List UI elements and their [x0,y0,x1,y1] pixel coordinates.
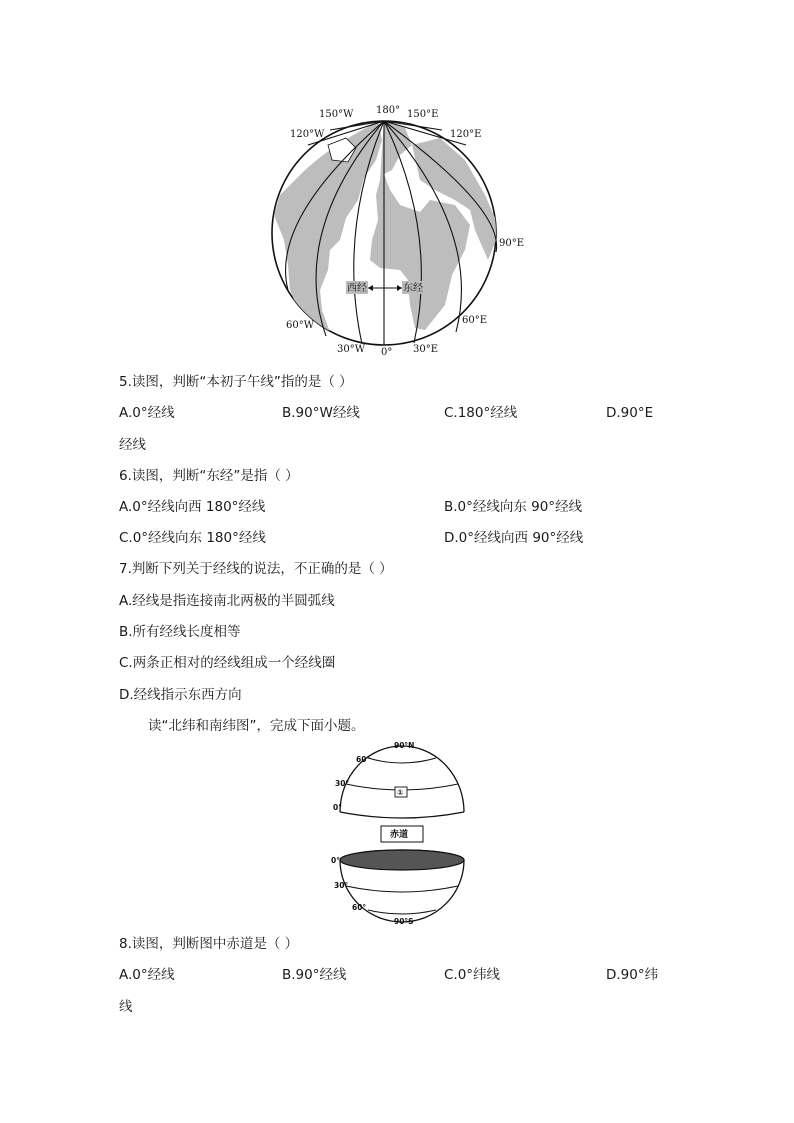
question-7-option-a: A.经线是指连接南北两极的半圆弧线 [119,593,335,609]
label-180: 180° [376,105,401,116]
question-5-option-a: A.0°经线 [119,405,175,421]
label-120e: 120°E [450,129,482,140]
question-6-option-d: D.0°经线向西 90°经线 [444,530,584,546]
question-8-option-c: C.0°纬线 [444,967,501,983]
label-120w: 120°W [290,129,325,140]
question-5-stem: 5.读图，判断“本初子午线”指的是（ ） [119,374,353,390]
question-8-option-a: A.0°经线 [119,967,175,983]
question-6-option-b: B.0°经线向东 90°经线 [444,499,583,515]
label-n30: 30° [335,779,350,788]
label-s30: 30° [334,881,349,890]
question-8-option-d-continued: 线 [119,999,133,1015]
marker-label: ① [397,788,404,797]
question-5-option-b: B.90°W经线 [282,405,360,421]
question-6-stem: 6.读图，判断“东经”是指（ ） [119,468,299,484]
question-6-option-c: C.0°经线向东 180°经线 [119,530,266,546]
question-7-option-c: C.两条正相对的经线组成一个经线圈 [119,655,336,671]
label-0: 0° [381,347,393,358]
label-150e: 150°E [407,109,439,120]
label-90s: 90°S [394,917,414,926]
label-east-longitude: 东经 [403,283,423,294]
label-s60: 60° [352,903,367,912]
question-6-option-a: A.0°经线向西 180°经线 [119,499,266,515]
label-60e: 60°E [462,315,488,326]
label-90e: 90°E [499,238,525,249]
label-60w: 60°W [286,320,315,331]
question-7-stem: 7.判断下列关于经线的说法，不正确的是（ ） [119,561,393,577]
equator-label: 赤道 [390,830,409,840]
globe-meridian-figure [260,100,540,360]
question-5-option-d: D.90°E [606,405,654,421]
question-8-option-b: B.90°经线 [282,967,347,983]
label-n60: 60° [356,755,371,764]
question-8-option-d: D.90°纬 [606,967,659,983]
label-30e: 30°E [413,344,439,355]
question-7-option-d: D.经线指示东西方向 [119,687,242,703]
question-5-option-d-continued: 经线 [119,437,146,453]
figure-intro-text: 读“北纬和南纬图”，完成下面小题。 [148,718,365,734]
label-west-longitude: 西经 [347,283,367,294]
label-150w: 150°W [319,109,354,120]
label-30w: 30°W [337,344,366,355]
label-s0: 0° [331,856,340,865]
question-8-stem: 8.读图，判断图中赤道是（ ） [119,936,299,952]
label-n0: 0° [333,803,342,812]
question-7-option-b: B.所有经线长度相等 [119,624,241,640]
label-90n: 90°N [394,741,415,750]
question-5-option-c: C.180°经线 [444,405,518,421]
hemisphere-latitude-figure [326,740,476,928]
